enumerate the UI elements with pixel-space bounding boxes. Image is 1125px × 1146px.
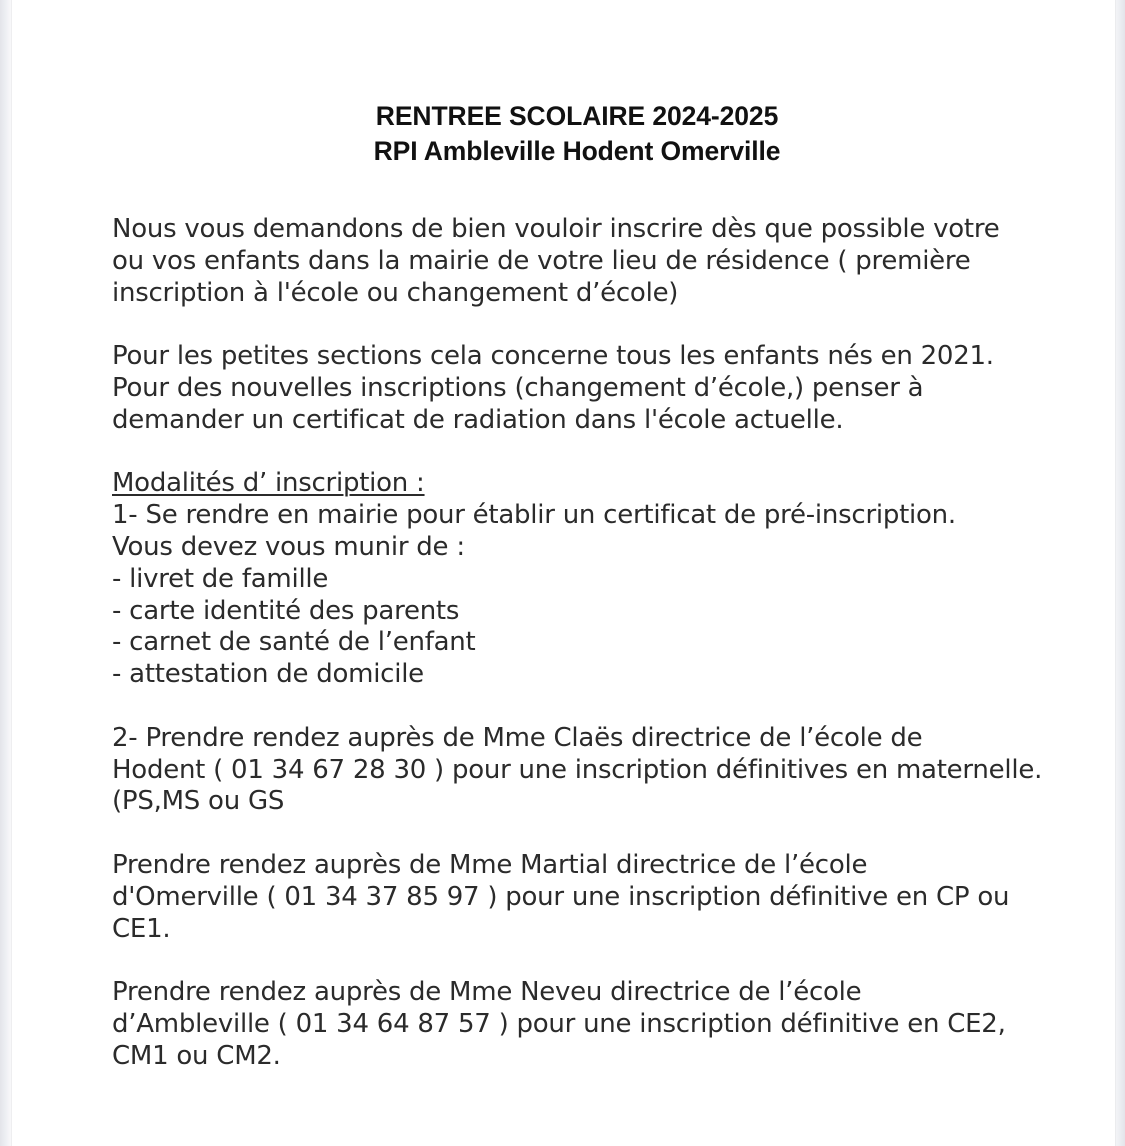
- page-title-line-2: RPI Ambleville Hodent Omerville: [373, 136, 781, 166]
- paragraph-intro-line-2: ou vos enfants dans la mairie de votre lieu de résidence ( première: [112, 245, 971, 276]
- step1-line-2: Vous devez vous munir de :: [112, 531, 465, 562]
- page-title-line-1: RENTREE SCOLAIRE 2024-2025: [375, 101, 779, 131]
- omerville-line-2: d'Omerville ( 01 34 37 85 97 ) pour une inscription définitive en CP ou: [112, 881, 1010, 912]
- paragraph-intro: [112, 168, 1042, 309]
- omerville-line-1: Prendre rendez auprès de Mme Martial directrice de l’école: [112, 849, 868, 880]
- step2-hodent-line-1: 2- Prendre rendez auprès de Mme Claës directrice de l’école de: [112, 722, 923, 753]
- list-item: - attestation de domicile: [112, 659, 424, 690]
- ambleville-line-2: d’Ambleville ( 01 34 64 87 57 ) pour une inscription définitive en CE2,: [112, 1008, 1006, 1039]
- section-modalites: [112, 468, 1042, 691]
- document-page: [12, 0, 1115, 1146]
- list-item: - carte identité des parents: [112, 595, 460, 626]
- ambleville-line-3: CM1 ou CM2.: [112, 1040, 281, 1071]
- page-content: [112, 0, 1042, 1073]
- step2-hodent-line-2: Hodent ( 01 34 67 28 30 ) pour une inscription définitives en maternelle.: [112, 754, 1043, 785]
- paragraph-omerville: [112, 850, 1042, 945]
- paragraph-intro-line-3: inscription à l'école ou changement d’école): [112, 277, 679, 308]
- omerville-line-3: CE1.: [112, 913, 171, 944]
- list-item: - carnet de santé de l’enfant: [112, 627, 476, 658]
- paragraph-petites-sections-line-1: Pour les petites sections cela concerne tous les enfants nés en 2021.: [112, 341, 994, 372]
- paragraph-petites-sections: [112, 341, 1042, 436]
- paragraph-ambleville: [112, 977, 1042, 1072]
- paragraph-petites-sections-line-2: Pour des nouvelles inscriptions (changement d’école,) penser à: [112, 372, 924, 403]
- step2-hodent-line-3: (PS,MS ou GS: [112, 786, 285, 817]
- paragraph-intro-line-1: Nous vous demandons de bien vouloir inscrire dès que possible votre: [112, 214, 1000, 244]
- step1-line-1: 1- Se rendre en mairie pour établir un certificat de pré-inscription.: [112, 500, 956, 531]
- modalites-heading: Modalités d’ inscription :: [112, 468, 425, 499]
- list-item: - livret de famille: [112, 563, 329, 594]
- paragraph-step2-hodent: [112, 723, 1042, 818]
- ambleville-line-1: Prendre rendez auprès de Mme Neveu directrice de l’école: [112, 977, 862, 1008]
- document-body: [112, 168, 1042, 1073]
- paragraph-petites-sections-line-3: demander un certificat de radiation dans l'école actuelle.: [112, 404, 844, 435]
